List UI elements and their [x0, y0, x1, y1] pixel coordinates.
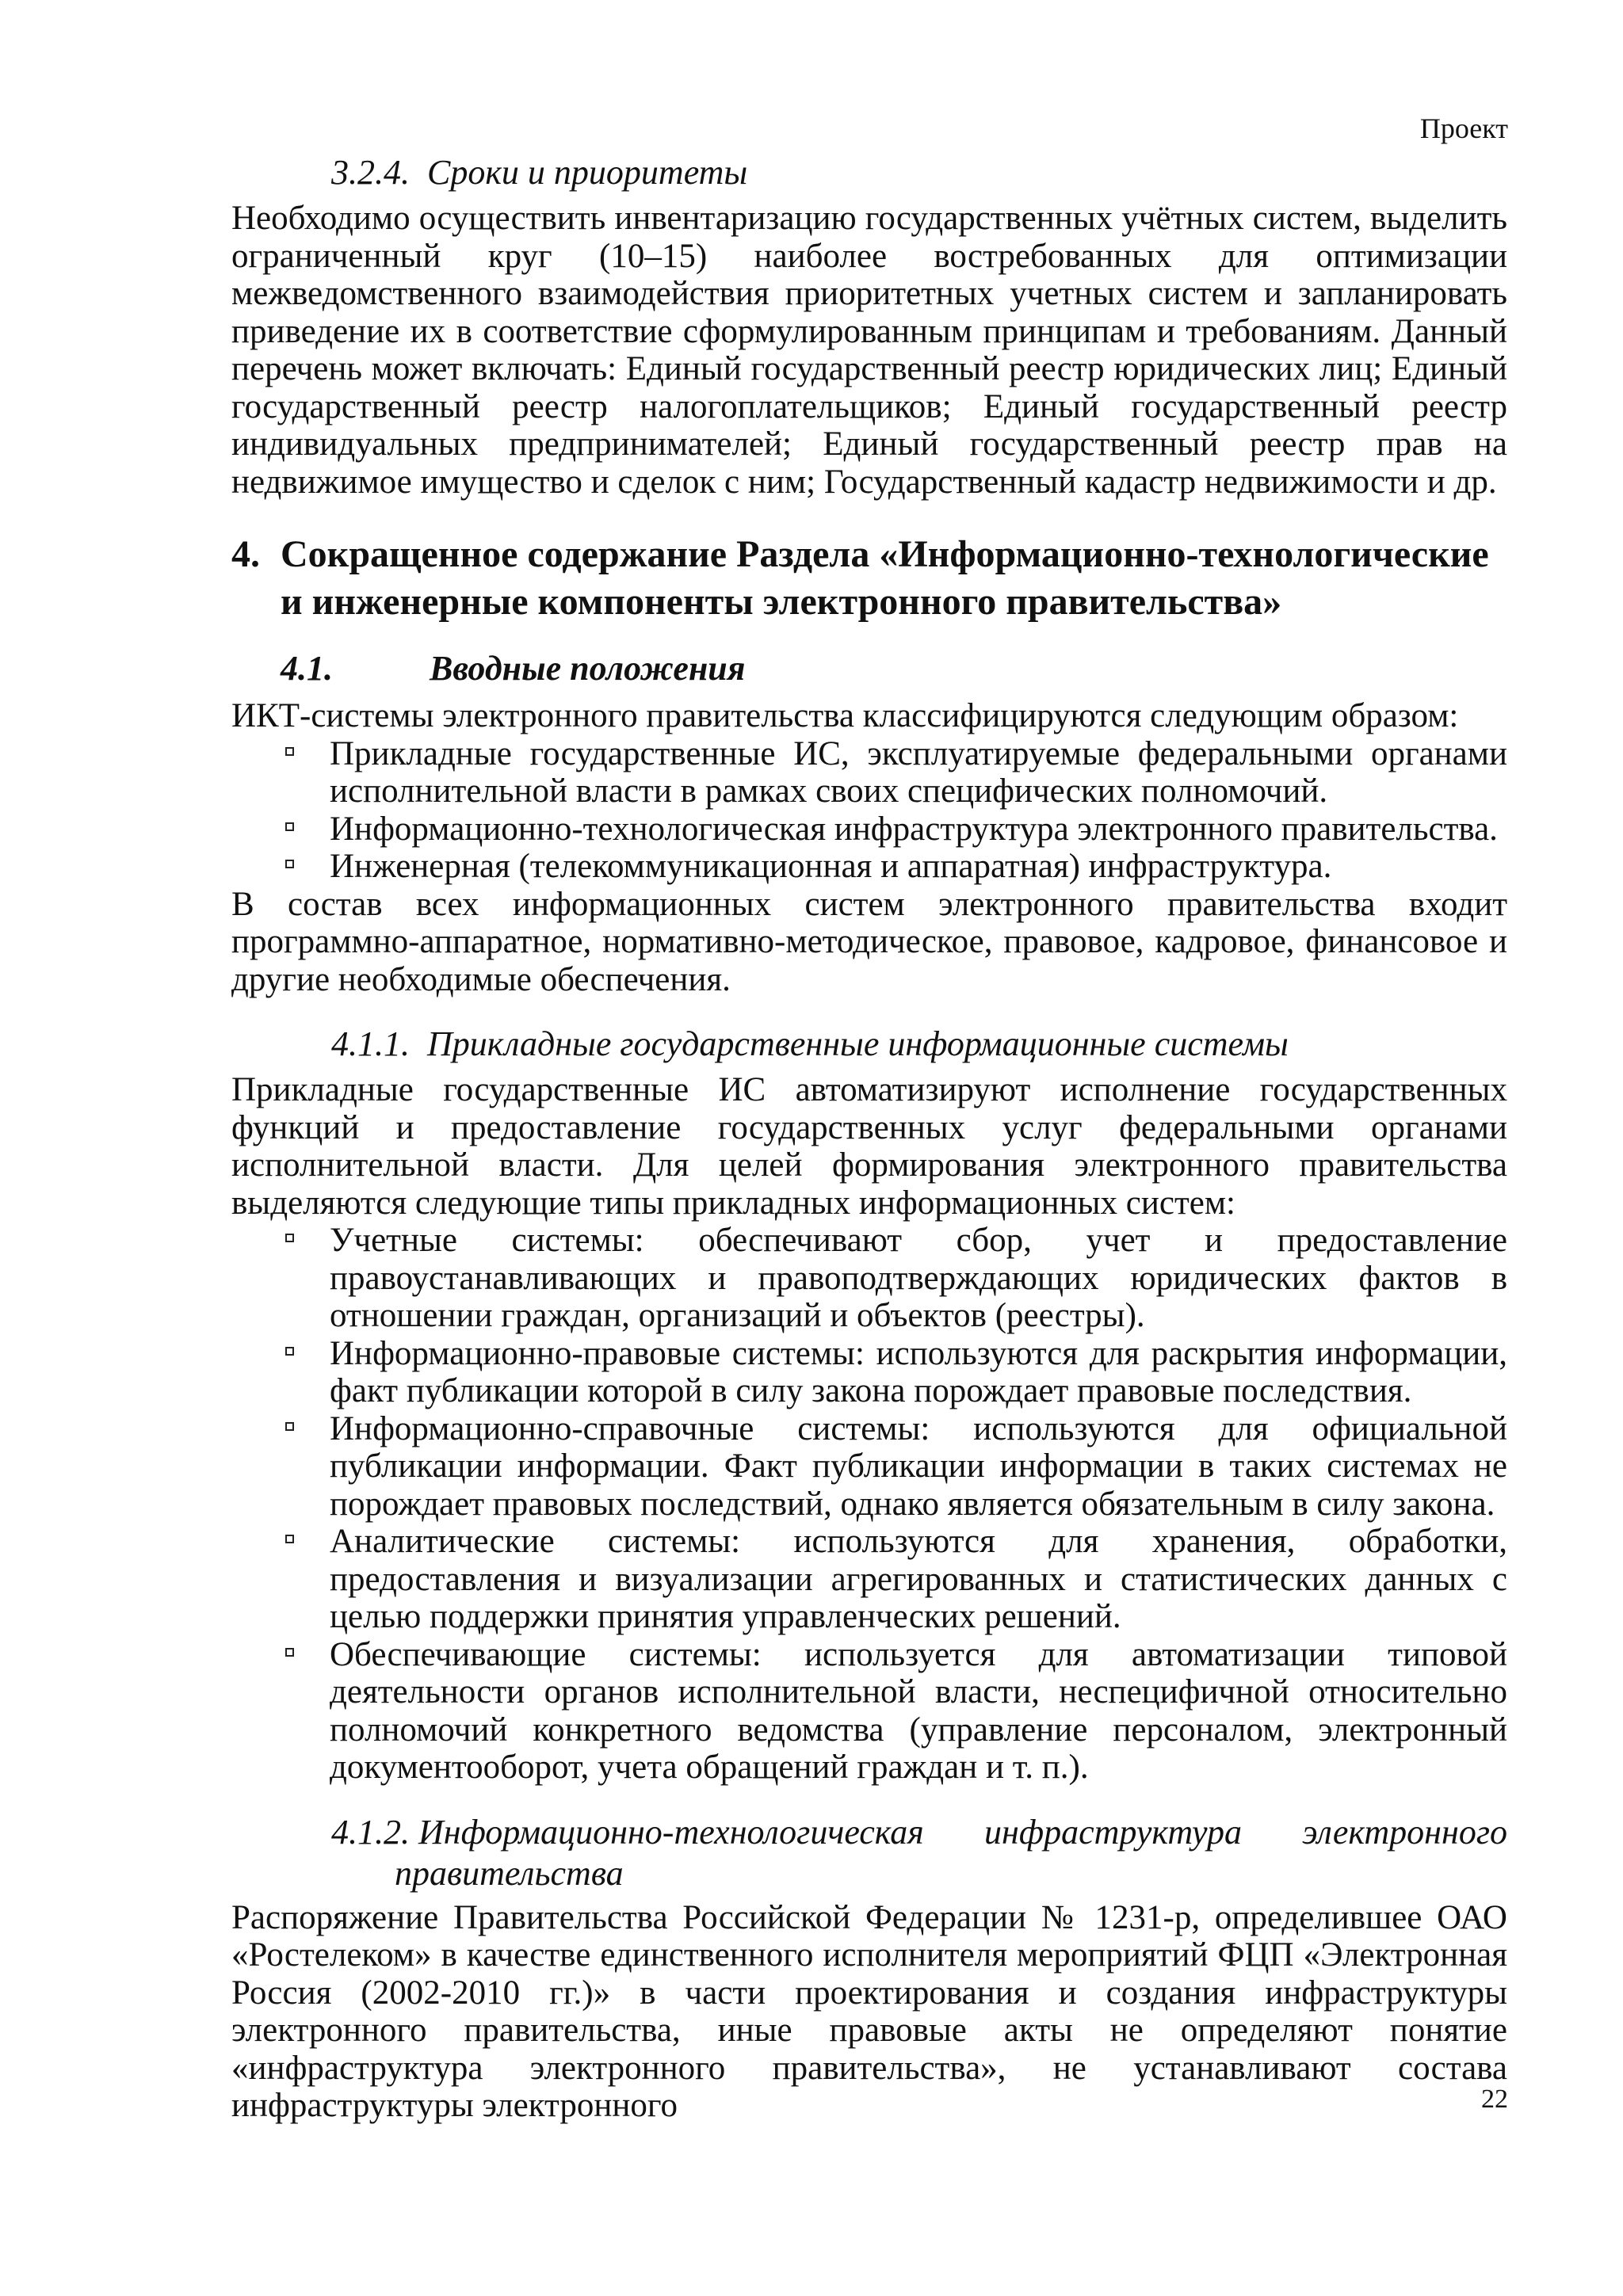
- paragraph-4-1-intro: ИКТ-системы электронного правительства классифицируются следующим образом:: [231, 697, 1459, 734]
- page-content: [231, 152, 1507, 2125]
- square-bullet-icon: [285, 822, 294, 831]
- paragraph-4-1-closing: В состав всех информационных систем электронного правительства входит программно-аппаратное, нормативно-методическое, правовое, кадровое, финансовое и другие необходимые обеспечения.: [231, 885, 1507, 998]
- heading-title: Сокращенное содержание Раздела «Информационно-технологические и инженерные компоненты электронного правительства»: [281, 533, 1489, 623]
- page-header-label: Проект: [1419, 113, 1508, 144]
- square-bullet-icon: [285, 1347, 294, 1356]
- square-bullet-icon: [285, 1234, 294, 1242]
- list-item: Аналитические системы: используются для хранения, обработки, предоставления и визуализации агрегированных и статистических данных с целью поддержки принятия управленческих решений.: [231, 1523, 1507, 1636]
- heading-word: 4.1.2. Информационно-технологическая: [331, 1812, 924, 1852]
- list-item: Информационно-правовые системы: используются для раскрытия информации, факт публикации которой в силу закона порождает правовые последствия.: [231, 1335, 1507, 1410]
- heading-number: 4.1.1.: [331, 1024, 410, 1063]
- square-bullet-icon: [285, 747, 294, 756]
- heading-line-1: [331, 1812, 1507, 1853]
- bullet-list-4-1: [231, 735, 1507, 886]
- heading-4-1: [231, 648, 1507, 689]
- heading-3-2-4: [231, 152, 1507, 193]
- heading-number: 4.1.: [281, 649, 333, 688]
- heading-title: Прикладные государственные информационные системы: [427, 1024, 1289, 1063]
- square-bullet-icon: [285, 860, 294, 868]
- list-item: Обеспечивающие системы: используется для автоматизации типовой деятельности органов исполнительной власти, неспецифичной относительно полномочий конкретного ведомства (управление персоналом, электронный документооборот, учета обращений граждан и т. п.).: [231, 1636, 1507, 1787]
- square-bullet-icon: [285, 1422, 294, 1431]
- paragraph-4-1-2: Распоряжение Правительства Российской Федерации № 1231-р, определившее ОАО «Ростелеком» в качестве единственного исполнителя мероприятий ФЦП «Электронная Россия (2002-2010 гг.)» в части проектирования и создания инфраструктуры электронного правительства, иные правовые акты не определяют понятие «инфраструктура электронного правительства», не устанавливают состава инфраструктуры электронного: [231, 1898, 1507, 2124]
- spacer: [231, 998, 1507, 1024]
- heading-word: инфраструктура: [984, 1812, 1242, 1852]
- spacer: [231, 1787, 1507, 1812]
- page-number: 22: [1481, 2084, 1508, 2114]
- heading-line-2: правительства: [395, 1853, 624, 1893]
- square-bullet-icon: [285, 1648, 294, 1657]
- heading-4-1-1: [231, 1024, 1507, 1065]
- bullet-list-4-1-1: [231, 1222, 1507, 1787]
- list-item: Учетные системы: обеспечивают сбор, учет и предоставление правоустанавливающих и правоподтверждающих юридических фактов в отношении граждан, организаций и объектов (реестры).: [231, 1222, 1507, 1335]
- list-item: Прикладные государственные ИС, эксплуатируемые федеральными органами исполнительной власти в рамках своих специфических полномочий.: [231, 735, 1507, 810]
- list-item: Информационно-технологическая инфраструктура электронного правительства.: [231, 810, 1507, 849]
- heading-number: 3.2.4.: [331, 153, 410, 192]
- heading-title: Вводные положения: [430, 649, 746, 688]
- heading-4: [231, 531, 1507, 626]
- list-item: Информационно-справочные системы: используются для официальной публикации информации. Факт публикации информации в таких системах не порождает правовых последствий, однако является обязательным в силу закона.: [231, 1410, 1507, 1524]
- paragraph-4-1-1-intro: Прикладные государственные ИС автоматизируют исполнение государственных функций и предоставление государственных услуг федеральными органами исполнительной власти. Для целей формирования электронного правительства выделяются следующие типы прикладных информационных систем:: [231, 1071, 1507, 1222]
- heading-4-1-2: [231, 1812, 1507, 1894]
- heading-number: 4.: [231, 533, 260, 575]
- heading-word: электронного: [1302, 1812, 1507, 1852]
- heading-title: Сроки и приоритеты: [427, 153, 748, 192]
- list-item: Инженерная (телекоммуникационная и аппаратная) инфраструктура.: [231, 848, 1507, 886]
- square-bullet-icon: [285, 1535, 294, 1543]
- paragraph-3-2-4: Необходимо осуществить инвентаризацию государственных учётных систем, выделить ограниченный круг (10–15) наиболее востребованных для оптимизации межведомственного взаимодействия приоритетных учетных систем и запланировать приведение их в соответствие сформулированным принципам и требованиям. Данный перечень может включать: Единый государственный реестр юридических лиц; Единый государственный реестр налогоплательщиков; Единый государственный реестр индивидуальных предпринимателей; Единый государственный реестр прав на недвижимое имущество и сделок с ним; Государственный кадастр недвижимости и др.: [231, 200, 1507, 501]
